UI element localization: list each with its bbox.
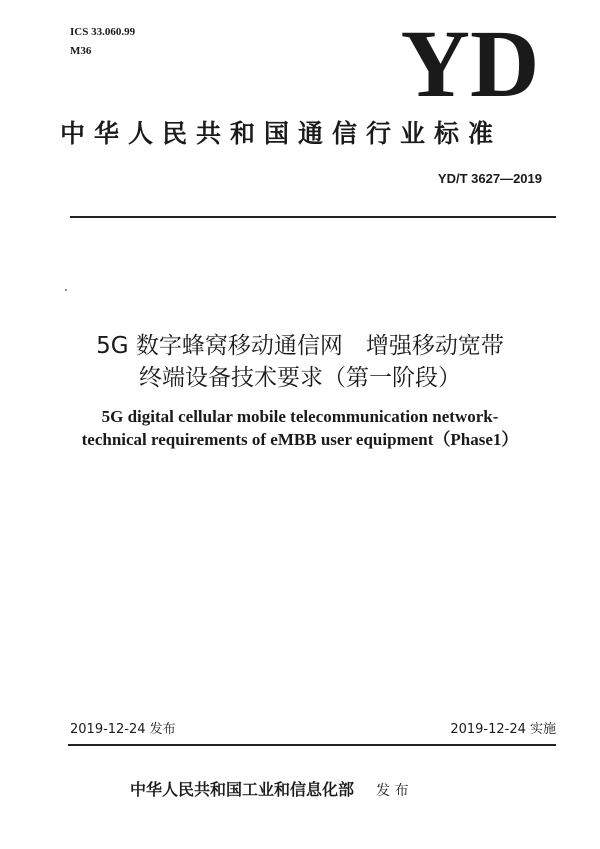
yd-logo <box>400 20 540 110</box>
implement-date: 2019-12-24 实施 <box>450 722 556 737</box>
issuer-name: 中华人民共和国工业和信息化部 <box>130 780 355 799</box>
footer <box>130 780 530 801</box>
logo-text: YD <box>400 20 540 110</box>
title-en-line2: technical requirements of eMBB user equipment（Phase1） <box>81 430 519 449</box>
scan-speck <box>65 289 67 291</box>
publish-date: 2019-12-24 发布 <box>70 722 176 737</box>
ics-code: ICS 33.060.99 <box>70 26 136 38</box>
title-cn-line2: 终端设备技术要求（第一阶段） <box>139 365 461 391</box>
classification-code: M36 <box>70 45 92 57</box>
standard-number: YD/T 3627—2019 <box>437 171 542 186</box>
title-cn-line1: 5G 数字蜂窝移动通信网 增强移动宽带 <box>96 333 504 359</box>
top-divider <box>70 216 556 218</box>
organization-title: 中华人民共和国通信行业标准 <box>60 119 503 148</box>
bottom-divider <box>68 744 556 746</box>
title-en-line1: 5G digital cellular mobile telecommunication network- <box>101 407 499 426</box>
issue-label: 发 布 <box>376 783 409 799</box>
